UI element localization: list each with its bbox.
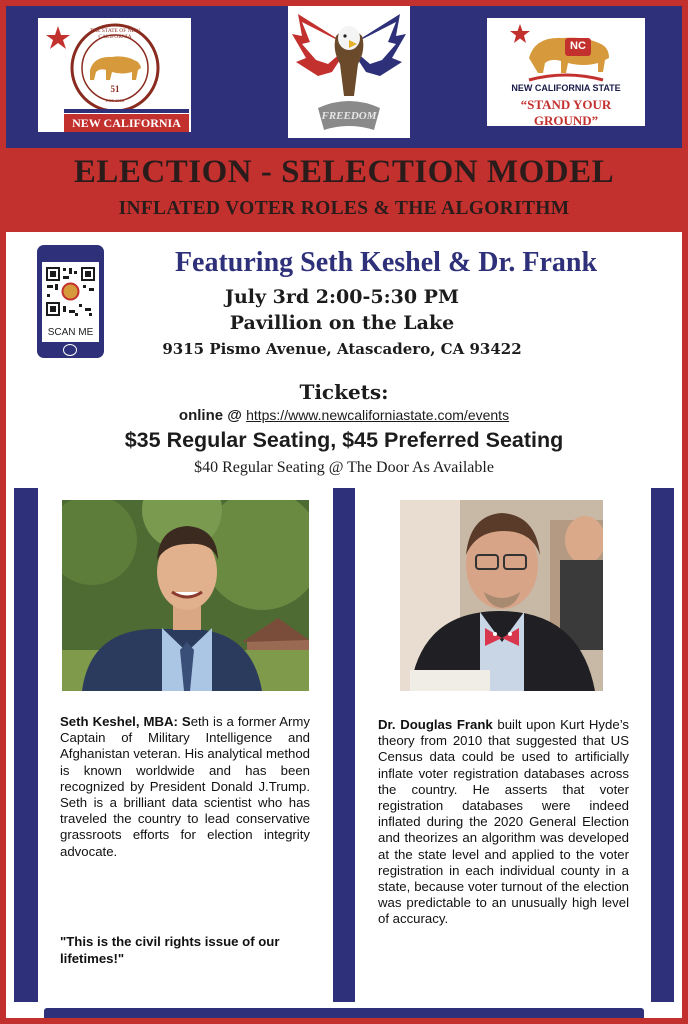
page-title: ELECTION - SELECTION MODEL <box>73 154 615 190</box>
civil-rights-quote: "This is the civil rights issue of our lifetimes!" <box>60 934 280 966</box>
right-blue-stripe <box>651 488 674 1002</box>
tickets-heading: Tickets: <box>299 380 389 404</box>
online-tickets-line <box>0 407 688 424</box>
douglas-frank-bio-text: built upon Kurt Hyde’s theory from 2010 that suggested that US Census data could be used to artificially inflate voter registration databases across the country. He asserts that voter registration databases were indeed inflated during the 2020 General Election and theorizes an algorithm was developed at the state level and applied to the voter registration in each individual county in a state, because voter turnout of the election was predictable to an unusually high level of accuracy. <box>378 717 629 927</box>
new-california-banner-text: NEW CALIFORNIA <box>72 116 181 130</box>
eagle-freedom-logo <box>288 6 410 138</box>
douglas-frank-name: Dr. Douglas Frank <box>378 717 493 732</box>
seth-keshel-bio-text: eth is a former Army Captain of Military Intelligence and Afghanistan veteran. His analytical method is known worldwide and has been recognized by President Donald J.Trump. Seth is a brilliant data scientist who has traveled the country to lead conservative grassroots efforts for election integrity advocate. <box>60 714 310 859</box>
bottom-blue-bar <box>44 1008 644 1022</box>
door-price: $40 Regular Seating @ The Door As Available <box>194 459 494 476</box>
phone-home-button-icon <box>63 344 77 356</box>
qr-code-icon[interactable] <box>45 266 96 317</box>
new-california-seal-logo <box>38 18 191 132</box>
nc-state-line: NEW CALIFORNIA STATE <box>511 83 621 93</box>
douglas-frank-photo <box>400 500 603 691</box>
event-date: July 3rd 2:00-5:30 PM <box>225 286 459 308</box>
online-label: online @ <box>178 407 242 424</box>
seal-number: 51 <box>110 84 120 94</box>
new-california-state-logo <box>487 18 645 126</box>
seal-est-text: EST. 2018 <box>105 98 125 103</box>
seal-ring-text: THE STATE OF NEW CALIFORNIA <box>89 28 141 40</box>
ticket-prices: $35 Regular Seating, $45 Preferred Seating <box>124 428 564 452</box>
freedom-banner-text: FREEDOM <box>321 110 377 122</box>
tickets-link[interactable]: https://www.newcaliforniastate.com/events <box>246 407 510 423</box>
seth-keshel-name: Seth Keshel, MBA: S <box>60 714 191 729</box>
event-address: 9315 Pismo Avenue, Atascadero, CA 93422 <box>162 340 522 358</box>
center-blue-stripe <box>333 488 355 1002</box>
stand-your-ground-line: “STAND YOUR GROUND” <box>520 97 612 128</box>
page-subtitle: INFLATED VOTER ROLES & THE ALGORITHM <box>118 198 570 219</box>
seth-keshel-bio <box>60 714 310 860</box>
event-venue: Pavillion on the Lake <box>229 312 455 334</box>
left-blue-stripe <box>14 488 38 1002</box>
nc-badge: NC <box>570 40 586 52</box>
featuring-headline: Featuring Seth Keshel & Dr. Frank <box>174 247 598 278</box>
scan-me-label: SCAN ME <box>47 327 94 338</box>
seth-keshel-photo <box>62 500 309 691</box>
douglas-frank-bio <box>378 717 629 928</box>
